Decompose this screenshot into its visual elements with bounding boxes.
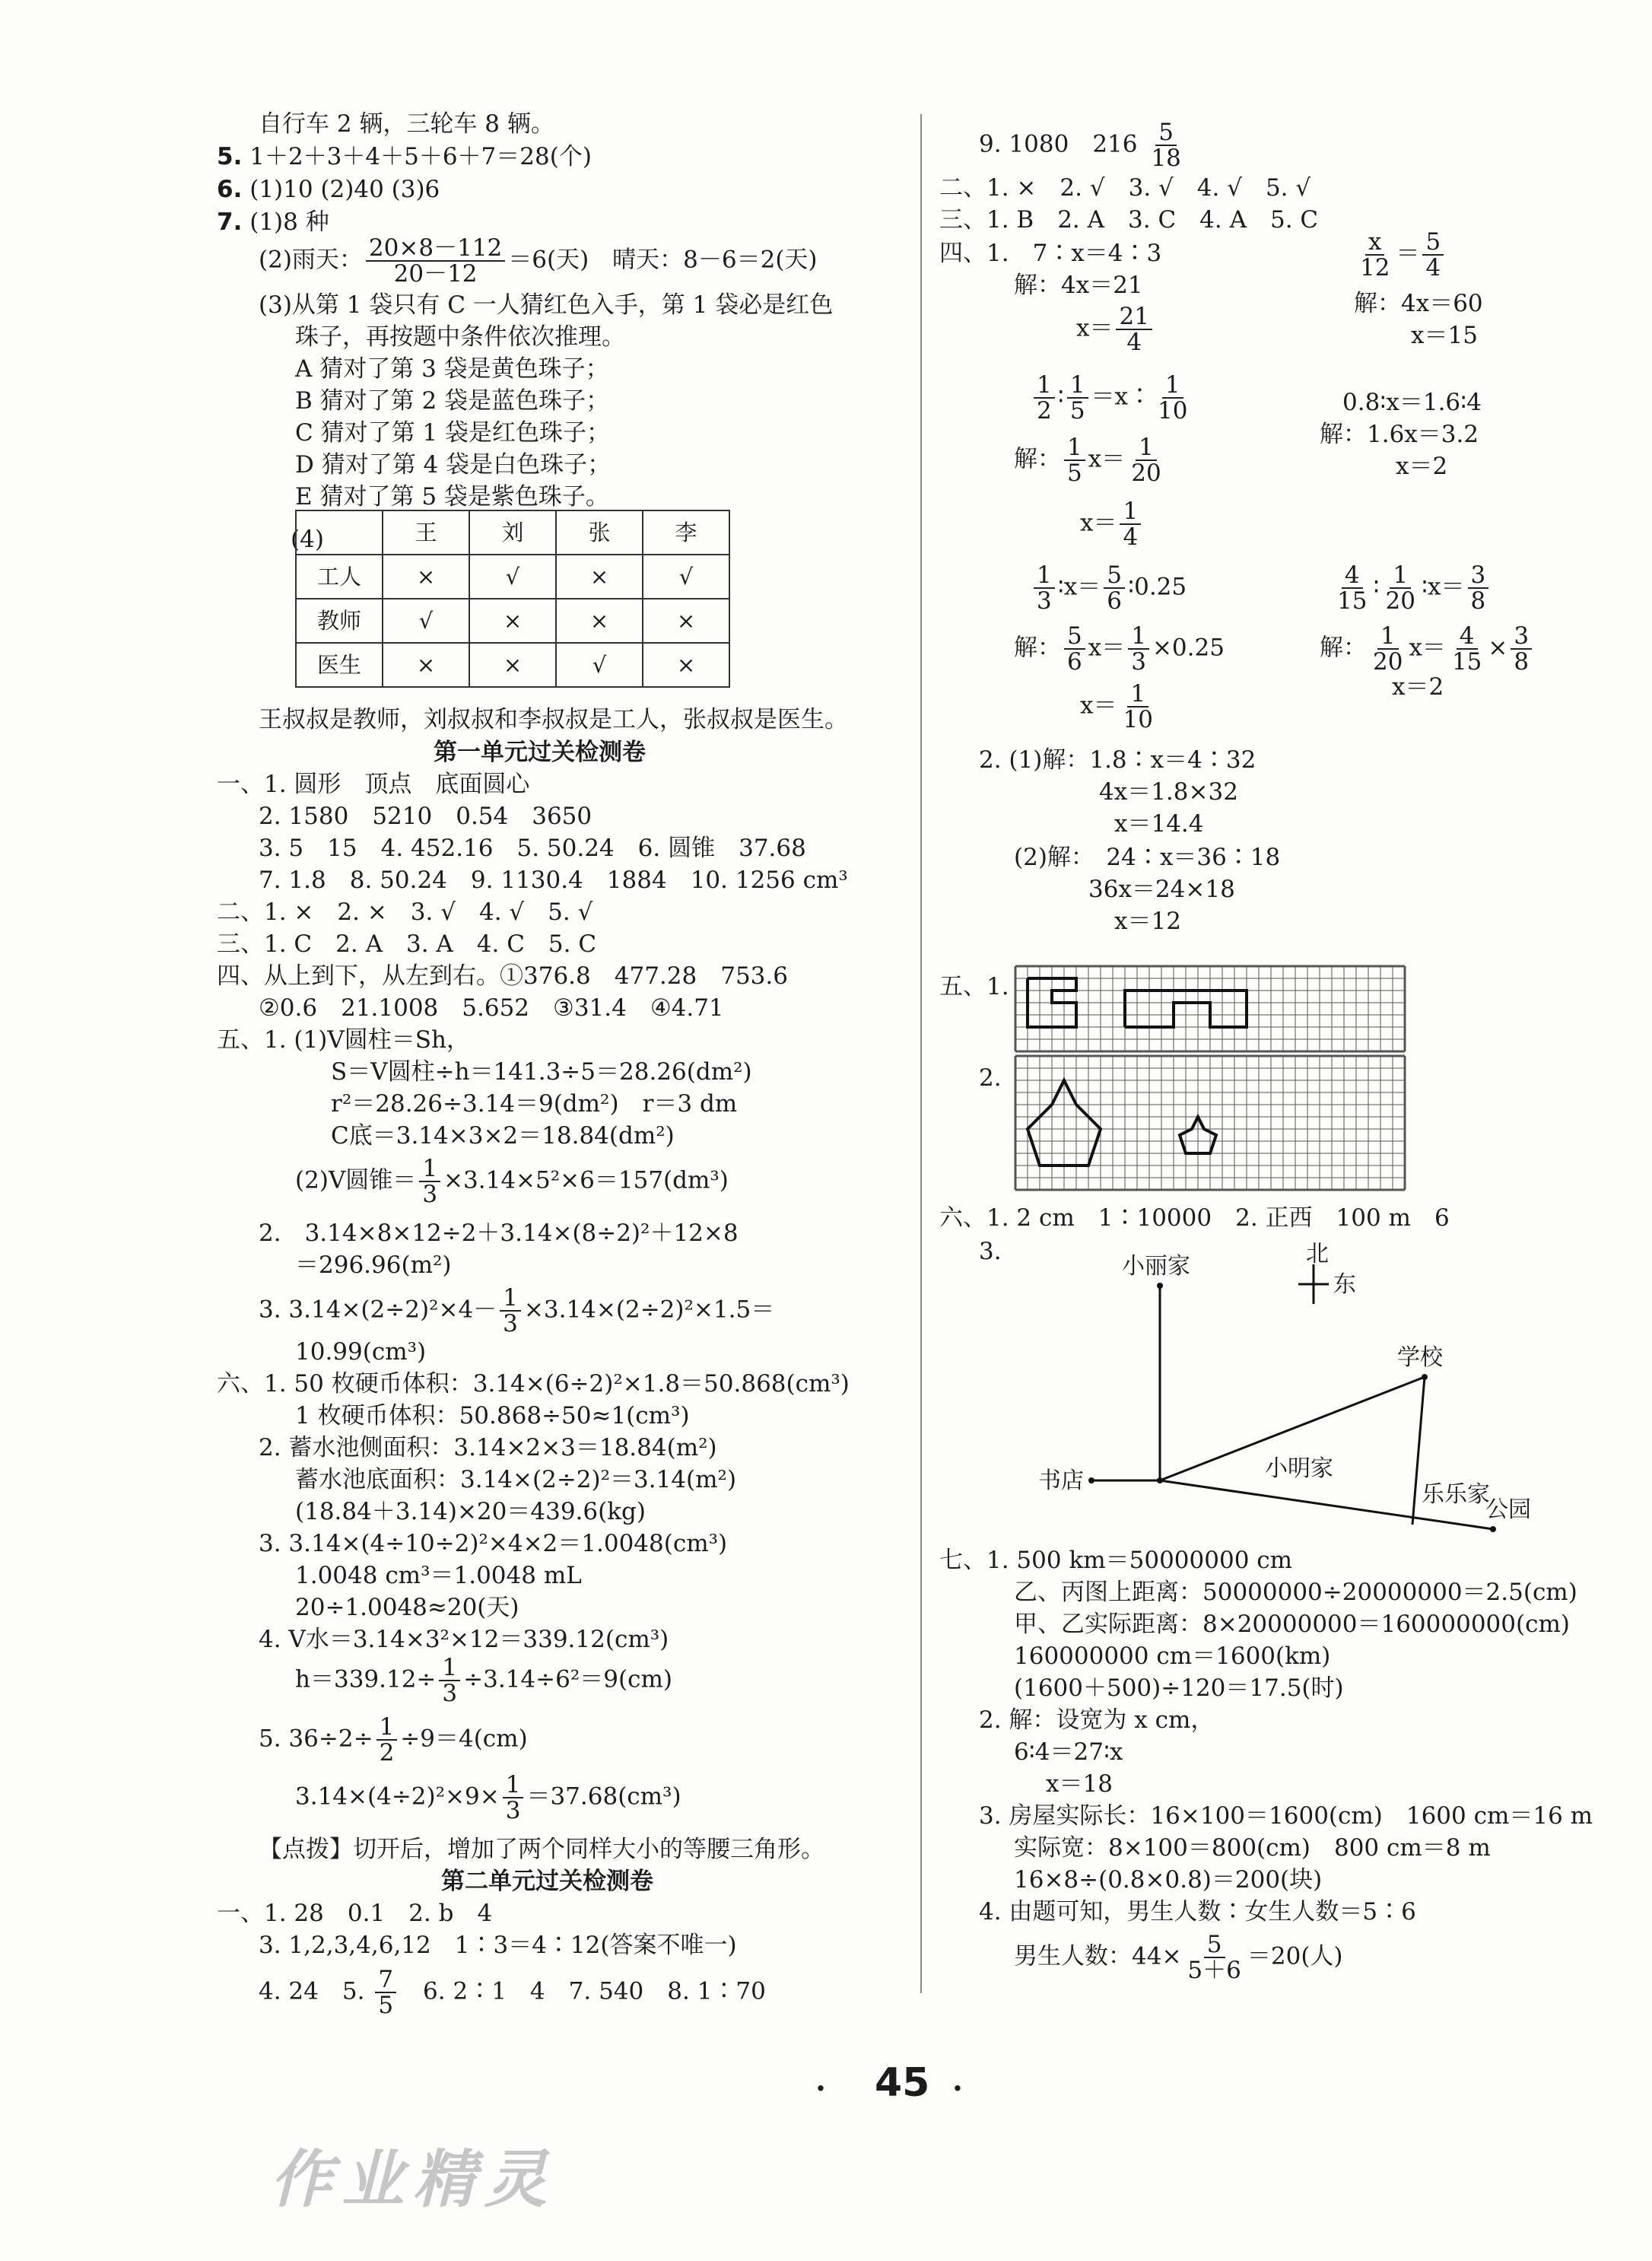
fraction: $\frac{21}{4}$ (1116, 304, 1152, 355)
section-title: 第二单元过关检测卷 (441, 1868, 653, 1895)
map-label: 书店 (1038, 1468, 1084, 1494)
text-line: 2. 蓄水池侧面积：3.14×2×3＝18.84(m²) (259, 1434, 717, 1461)
fraction: $\frac{3}{8}$ (1468, 563, 1489, 613)
text-line: 解：4x＝60 (1354, 290, 1483, 317)
column-divider (920, 114, 922, 1993)
text-line: 3. (979, 1238, 1002, 1265)
table-cell: × (383, 555, 469, 599)
map-point (1422, 1374, 1428, 1380)
table-cell: 教师 (296, 599, 383, 643)
table-row (296, 643, 729, 687)
fraction-line: 解： $\frac{1}{20}$ x＝ $\frac{4}{15}$ × $\frac{3}{8}$ (1320, 624, 1535, 674)
text-line: D 猜对了第 4 袋是白色珠子； (295, 451, 612, 479)
text-line: (3)从第 1 袋只有 C 一人猜红色入手，第 1 袋必是红色 (259, 291, 834, 319)
map-label: 公园 (1485, 1496, 1531, 1523)
fraction: $\frac{20\times 8-112}{20-12}$ (366, 236, 505, 286)
table-cell: × (469, 599, 556, 643)
text-line: 六、1. 50 枚硬币体积：3.14×(6÷2)²×1.8＝50.868(cm³) (217, 1370, 850, 1398)
fraction: $\frac{1}{4}$ (1120, 499, 1141, 549)
fraction: $\frac{4}{15}$ (1451, 622, 1482, 676)
text-line: 0.8∶x＝1.6∶4 (1342, 389, 1482, 416)
text-line: A 猜对了第 3 袋是黄色珠子； (295, 355, 609, 383)
table-row (296, 599, 729, 643)
table-cell: 工人 (296, 555, 383, 599)
text-line: C 猜对了第 1 袋是红色珠子； (295, 419, 611, 447)
fraction: $\frac{1}{3}$ (419, 1156, 440, 1207)
fraction: $\frac{1}{20}$ (1131, 434, 1161, 487)
fraction: $\frac{1}{3}$ (500, 1286, 521, 1336)
text-line: 1 枚硬币体积：50.868÷50≈1(cm³) (295, 1402, 690, 1429)
fraction: $\frac{1}{2}$ (1034, 373, 1055, 423)
text-line: 3. 3.14×(4÷10÷2)²×4×2＝1.0048(cm³) (259, 1530, 728, 1557)
fraction: $\frac{1}{3}$ (503, 1773, 524, 1823)
text-line: 4. V水＝3.14×3²×12＝339.12(cm³) (259, 1626, 669, 1653)
page-number: 45 (875, 2060, 930, 2106)
table-cell: 李 (643, 510, 729, 555)
text-line: 20÷1.0048≈20(天) (295, 1594, 519, 1621)
fraction: $\frac{1}{2}$ (376, 1715, 398, 1765)
table-cell (296, 510, 383, 555)
text-line: 2. 1580 5210 0.54 3650 (259, 803, 592, 830)
text-line: 一、1. 圆形 顶点 底面圆心 (217, 771, 530, 798)
text-line: 一、1. 28 0.1 2. b 4 (217, 1900, 493, 1927)
map-diagram (1038, 1241, 1624, 1552)
map-point (1490, 1526, 1496, 1532)
table-cell: √ (469, 555, 556, 599)
map-label: 东 (1333, 1271, 1356, 1298)
text-line: 6. (1)10 (2)40 (3)6 (217, 176, 440, 203)
fraction: $\frac{1}{20}$ (1373, 622, 1403, 676)
text-line: 2. 解：设宽为 x cm， (979, 1706, 1215, 1734)
text-line: 7. (1)8 种 (217, 208, 329, 236)
text-line: (2)解： 24∶x＝36∶18 (1014, 844, 1281, 871)
fraction-line: $\frac{1}{3}$ ∶x＝ $\frac{5}{6}$ ∶0.25 (1031, 563, 1187, 613)
fraction-line: (2)雨天： $\frac{20\times 8-112}{20-12}$ ＝6(天) 晴天：8－6＝2(天) (259, 234, 818, 288)
text-line: 乙、丙图上距离：50000000÷20000000＝2.5(cm) (1014, 1579, 1577, 1606)
text-line: x＝12 (1114, 908, 1181, 935)
table-cell: √ (643, 555, 729, 599)
text-line: 3. 1,2,3,4,6,12 1∶3＝4∶12(答案不唯一) (259, 1932, 737, 1959)
text-line: C底＝3.14×3×2＝18.84(dm²) (331, 1122, 675, 1150)
map-point (1157, 1283, 1163, 1289)
table-cell: × (643, 643, 729, 687)
text-line: 7. 1.8 8. 50.24 9. 1130.4 1884 10. 1256 cm³ (259, 867, 848, 894)
text-line: B 猜对了第 2 袋是蓝色珠子； (295, 387, 610, 415)
text-line: 4. 由题可知，男生人数∶女生人数＝5∶6 (979, 1898, 1416, 1926)
fraction-line: x＝ $\frac{1}{4}$ (1080, 499, 1144, 549)
map-point (1157, 1477, 1163, 1483)
text-line: 四、从上到下，从左到右。①376.8 477.28 753.6 (217, 962, 788, 990)
text-line: 1.0048 cm³＝1.0048 mL (295, 1562, 582, 1589)
text-line: 六、1. 2 cm 1∶10000 2. 正西 100 m 6 (939, 1204, 1450, 1232)
text-line: (18.84＋3.14)×20＝439.6(kg) (295, 1498, 646, 1525)
grid-figure-2 (1015, 1056, 1405, 1190)
fraction-line: h＝339.12÷ $\frac{1}{3}$ ÷3.14÷6²＝9(cm) (295, 1654, 672, 1707)
text-line: E 猜对了第 5 袋是紫色珠子。 (295, 483, 609, 510)
hint-line: 【点拨】切开后，增加了两个同样大小的等腰三角形。 (259, 1836, 824, 1863)
text-line: 解：1.6x＝3.2 (1320, 421, 1479, 448)
logic-table (295, 510, 730, 688)
fraction-line: x＝ $\frac{1}{10}$ (1080, 682, 1159, 732)
fraction: $\frac{1}{10}$ (1158, 371, 1188, 425)
section-title: 第一单元过关检测卷 (434, 739, 646, 766)
map-label: 乐乐家 (1422, 1481, 1490, 1508)
table-cell: 刘 (469, 510, 556, 555)
table-cell: 王 (383, 510, 469, 555)
fraction-line: x＝ $\frac{21}{4}$ (1076, 304, 1155, 355)
fraction: $\frac{1}{3}$ (1034, 563, 1055, 613)
table-row (296, 510, 729, 555)
map-point (1088, 1477, 1094, 1483)
text-line: 五、1. (1)V圆柱＝Sh， (217, 1026, 470, 1054)
table-cell: 张 (556, 510, 643, 555)
map-label: 小丽家 (1122, 1253, 1190, 1280)
fraction: $\frac{5}{5+6}$ (1187, 1931, 1241, 1984)
fraction-line: $\frac{4}{15}$ ∶ $\frac{1}{20}$ ∶x＝ $\frac{3}{8}$ (1331, 563, 1492, 613)
map-label: 小明家 (1265, 1455, 1333, 1482)
text-line: 实际宽：8×100＝800(cm) 800 cm＝8 m (1014, 1834, 1491, 1862)
text-line: ＝296.96(m²) (295, 1251, 452, 1279)
fraction: $\frac{1}{5}$ (1064, 435, 1085, 485)
map-label: 学校 (1397, 1344, 1443, 1371)
text-line: (1600＋500)÷120＝17.5(时) (1014, 1674, 1344, 1702)
watermark: 作业精灵 (270, 2144, 556, 2216)
fraction: $\frac{1}{3}$ (439, 1655, 460, 1706)
fraction: $\frac{3}{8}$ (1511, 624, 1532, 674)
table-cell: × (556, 555, 643, 599)
page-dot: · (952, 2071, 963, 2107)
text-line: 160000000 cm＝1600(km) (1014, 1642, 1331, 1670)
table-label: (4) (291, 526, 324, 553)
map-label: 北 (1306, 1241, 1329, 1267)
fraction-line: 3.14×(4÷2)²×9× $\frac{1}{3}$ ＝37.68(cm³) (295, 1771, 681, 1824)
fraction: $\frac{1}{10}$ (1123, 680, 1153, 733)
fraction-line: (2)V圆锥＝ $\frac{1}{3}$ ×3.14×5²×6＝157(dm³) (295, 1155, 729, 1208)
table-cell: √ (556, 643, 643, 687)
text-line: 三、1. B 2. A 3. C 4. A 5. C (939, 206, 1319, 234)
text-line: 4x＝1.8×32 (1099, 778, 1238, 806)
table-cell: 医生 (296, 643, 383, 687)
text-line: 10.99(cm³) (295, 1338, 427, 1366)
text-line: 二、1. × 2. √ 3. √ 4. √ 5. √ (939, 174, 1311, 202)
text-line: 二、1. × 2. × 3. √ 4. √ 5. √ (217, 898, 593, 926)
text-line: 3. 房屋实际长：16×100＝1600(cm) 1600 cm＝16 m (979, 1802, 1593, 1830)
text-line: 自行车 2 辆，三轮车 8 辆。 (259, 110, 554, 138)
fraction-line: 4. 24 5. $\frac{7}{5}$ 6. 2∶1 4 7. 540 8. 1∶70 (259, 1966, 766, 2019)
text-line: S＝V圆柱÷h＝141.3÷5＝28.26(dm²) (331, 1058, 752, 1086)
table-cell: × (469, 643, 556, 687)
fraction-line: 3. 3.14×(2÷2)²×4－ $\frac{1}{3}$ ×3.14×(2÷2)²×1.5＝ (259, 1284, 775, 1337)
text-line: 四、1. 7∶x＝4∶3 (939, 240, 1162, 267)
fraction-line: 5. 36÷2÷ $\frac{1}{2}$ ÷9＝4(cm) (259, 1713, 528, 1767)
text-line: 甲、乙实际距离：8×20000000＝160000000(cm) (1014, 1611, 1570, 1638)
text-line: 2. (979, 1064, 1002, 1092)
text-line: 6∶4＝27∶x (1014, 1738, 1123, 1766)
fraction-line: $\frac{1}{2}$ ∶ $\frac{1}{5}$ ＝x∶ $\frac{1}{10}$ (1031, 373, 1193, 423)
fraction-line: $\frac{x}{12}$ ＝ $\frac{5}{4}$ (1354, 230, 1447, 280)
text-line: 2. 3.14×8×12÷2＋3.14×(8÷2)²＋12×8 (259, 1220, 739, 1247)
fraction: $\frac{1}{5}$ (1067, 373, 1088, 423)
text-line: 七、1. 500 km＝50000000 cm (939, 1547, 1293, 1574)
text-line: x＝14.4 (1114, 810, 1204, 838)
text-line: ②0.6 21.1008 5.652 ③31.4 ④4.71 (259, 994, 724, 1022)
text-line: 2. (1)解：1.8∶x＝4∶32 (979, 746, 1256, 774)
fraction-line: 解： $\frac{1}{5}$ x＝ $\frac{1}{20}$ (1014, 435, 1168, 485)
fraction-line: 9. 1080 216 $\frac{5}{18}$ (979, 120, 1187, 170)
text-line: 解：4x＝21 (1014, 272, 1143, 299)
fraction: $\frac{7}{5}$ (375, 1967, 396, 2018)
text-line: x＝2 (1396, 453, 1448, 480)
text-line: x＝2 (1392, 673, 1444, 701)
text-line: 王叔叔是教师，刘叔叔和李叔叔是工人，张叔叔是医生。 (259, 706, 848, 733)
fraction: $\frac{5}{4}$ (1422, 230, 1444, 280)
fraction: $\frac{5}{18}$ (1151, 119, 1181, 172)
text-line: 珠子，再按题中条件依次推理。 (295, 323, 625, 351)
table-cell: × (643, 599, 729, 643)
text-line: x＝18 (1046, 1770, 1113, 1798)
page-dot: · (815, 2071, 826, 2107)
fraction: $\frac{1}{3}$ (1128, 624, 1149, 674)
grid-figure-1 (1015, 966, 1405, 1051)
text-line: 5. 1＋2＋3＋4＋5＋6＋7＝28(个) (217, 143, 592, 170)
fraction-line: 男生人数：44× $\frac{5}{5+6}$ ＝20(人) (1014, 1931, 1343, 1984)
table-row (296, 555, 729, 599)
text-line: x＝15 (1411, 322, 1478, 349)
table-cell: × (556, 599, 643, 643)
fraction-line: 解： $\frac{5}{6}$ x＝ $\frac{1}{3}$ ×0.25 (1014, 622, 1225, 676)
fraction: $\frac{x}{12}$ (1360, 228, 1390, 281)
fraction: $\frac{4}{15}$ (1337, 561, 1368, 615)
text-line: 16×8÷(0.8×0.8)＝200(块) (1014, 1866, 1323, 1894)
fraction: $\frac{5}{6}$ (1104, 563, 1125, 613)
fraction: $\frac{5}{6}$ (1064, 624, 1085, 674)
table-cell: × (383, 643, 469, 687)
text-line: 3. 5 15 4. 452.16 5. 50.24 6. 圆锥 37.68 (259, 835, 806, 862)
text-line: 三、1. C 2. A 3. A 4. C 5. C (217, 930, 597, 958)
text-line: 36x＝24×18 (1088, 876, 1235, 903)
text-line: r²＝28.26÷3.14＝9(dm²) r＝3 dm (331, 1090, 738, 1118)
table-cell: √ (383, 599, 469, 643)
text-line: 蓄水池底面积：3.14×(2÷2)²＝3.14(m²) (295, 1466, 737, 1493)
fraction: $\frac{1}{20}$ (1385, 561, 1415, 615)
text-line: 五、1. (939, 973, 1009, 1000)
